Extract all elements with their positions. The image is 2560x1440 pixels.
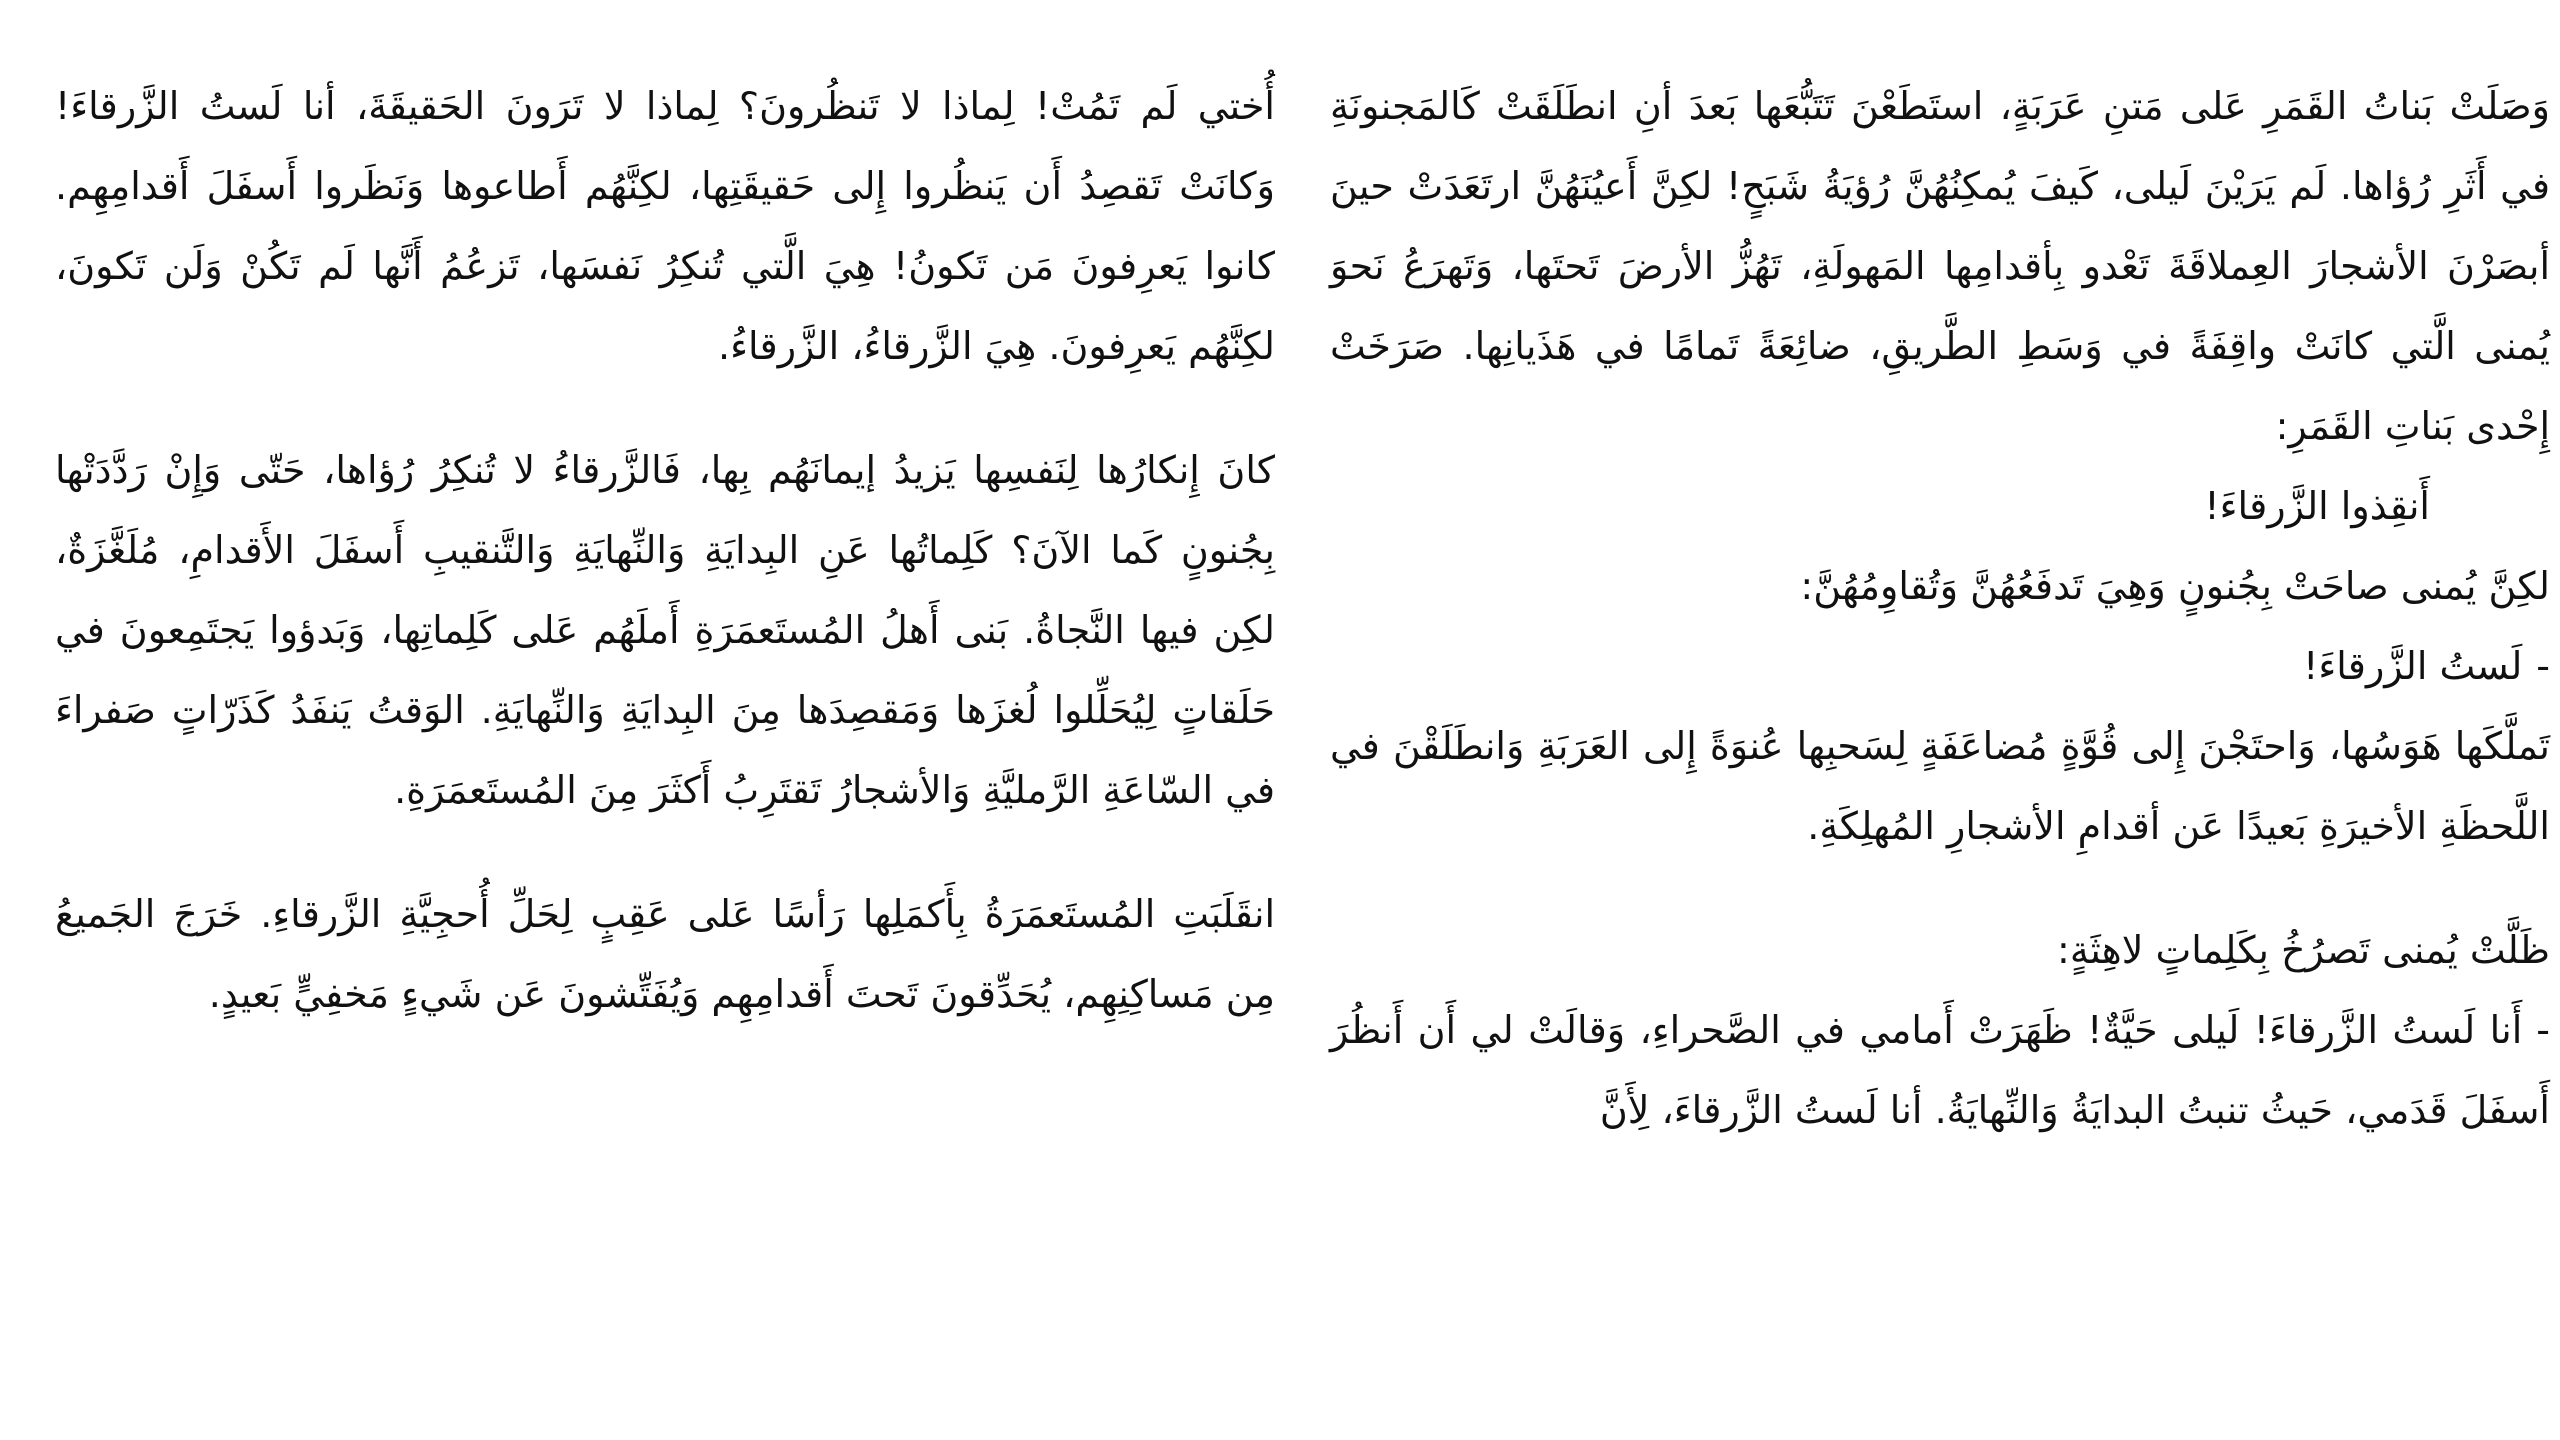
dialogue-dash: - (2536, 1008, 2550, 1052)
right-dialogue-text-2: أَنا لَستُ الزَّرقاءَ! لَيلى حَيَّةٌ! ظَهَرَتْ أَمامي في الصَّحراءِ، وَقالَتْ لي أَن أَنظُرَ أَسفَلَ قَدَمي، حَيثُ تنبتُ البدايَةُ وَالنِّهايَةُ. أنا لَستُ الزَّرقاءَ، لِأَنَّ (1330, 1008, 2550, 1132)
left-paragraph-2: كانَ إِنكارُها لِنَفسِها يَزيدُ إيمانَهُم بِها، فَالزَّرقاءُ لا تُنكِرُ رُؤاها، حَتّى وَإِنْ رَدَّدَتْها بِجُنونٍ كَما الآنَ؟ كَلِماتُها عَنِ البِدايَةِ وَالنِّهايَةِ وَالتَّنقيبِ أَسفَلَ الأَقدامِ، مُلَغَّزَةٌ، لكِن فيها النَّجاةُ. بَنى أَهلُ المُستَعمَرَةِ أَملَهُم عَلى كَلِماتِها، وَبَدؤوا يَجتَمِعونَ في حَلَقاتٍ لِيُحَلِّلوا لُغزَها وَمَقصِدَها مِنَ البِدايَةِ وَالنِّهايَةِ. الوَقتُ يَنفَدُ كَذَرّاتٍ صَفراءَ في السّاعَةِ الرَّمليَّةِ وَالأشجارُ تَقتَرِبُ أَكثَرَ مِنَ المُستَعمَرَةِ. (55, 448, 1275, 812)
right-paragraph-5: تَملَّكَها هَوَسُها، وَاحتَجْنَ إِلى قُوَّةٍ مُضاعَفَةٍ لِسَحبِها عُنوَةً إِلى العَرَبَةِ وَانطَلَقْنَ في اللَّحظَةِ الأخيرَةِ بَعيدًا عَن أقدامِ الأشجارِ المُهلِكَةِ. (1330, 724, 2550, 848)
right-paragraph-3: لكِنَّ يُمنى صاحَتْ بِجُنونٍ وَهِيَ تَدفَعُهُنَّ وَتُقاوِمُهُنَّ: (1800, 564, 2550, 608)
right-dialogue-line-2 (1330, 990, 2550, 1150)
left-paragraph-1: أُختي لَم تَمُتْ! لِماذا لا تَنظُرونَ؟ لِماذا لا تَرَونَ الحَقيقَةَ، أنا لَستُ الزَّرقاءَ! وَكانَتْ تَقصِدُ أَن يَنظُروا إِلى حَقيقَتِها، لكِنَّهُم أَطاعوها وَنَظَروا أَسفَلَ أَقدامِهِم. كانوا يَعرِفونَ مَن تَكونُ! هِيَ الَّتي تُنكِرُ نَفسَها، تَزعُمُ أَنَّها لَم تَكُنْ وَلَن تَكونَ، لكِنَّهُم يَعرِفونَ. هِيَ الزَّرقاءُ، الزَّرقاءُ. (55, 84, 1275, 368)
right-paragraph-1: وَصَلَتْ بَناتُ القَمَرِ عَلى مَتنِ عَرَبَةٍ، استَطَعْنَ تَتَبُّعَها بَعدَ أنِ انطَلَقَتْ كَالمَجنونَةِ في أَثَرِ رُؤاها. لَم يَرَيْنَ لَيلى، كَيفَ يُمكِنُهُنَّ رُؤيَةُ شَبَحٍ! لكِنَّ أَعيُنَهُنَّ ارتَعَدَتْ حينَ أبصَرْنَ الأشجارَ العِملاقَةَ تَعْدو بِأقدامِها المَهولَةِ، تَهُزُّ الأرضَ تَحتَها، وَتَهرَعُ نَحوَ يُمنى الَّتي كانَتْ واقِفَةً في وَسَطِ الطَّريقِ، ضائِعَةً تَمامًا في هَذَيانِها. صَرَخَتْ إِحْدى بَناتِ القَمَرِ: (1330, 84, 2550, 448)
left-paragraph-3: انقَلَبَتِ المُستَعمَرَةُ بِأَكمَلِها رَأسًا عَلى عَقِبٍ لِحَلِّ أُحجِيَّةِ الزَّرقاءِ. خَرَجَ الجَميعُ مِن مَساكِنِهِم، يُحَدِّقونَ تَحتَ أَقدامِهِم وَيُفَتِّشونَ عَن شَيءٍ مَخفِيٍّ بَعيدٍ. (55, 892, 1275, 1016)
right-dialogue-text-1: لَستُ الزَّرقاءَ! (2303, 644, 2523, 688)
left-page (55, 66, 1275, 1034)
right-paragraph-6: ظَلَّتْ يُمنى تَصرُخُ بِكَلِماتٍ لاهِثَةٍ: (2057, 928, 2550, 972)
right-page (1330, 66, 2550, 1150)
right-dialogue-line-1 (1330, 626, 2550, 706)
dialogue-dash: - (2536, 644, 2550, 688)
right-paragraph-2-exclamation: أَنقِذوا الزَّرقاءَ! (2204, 484, 2430, 528)
